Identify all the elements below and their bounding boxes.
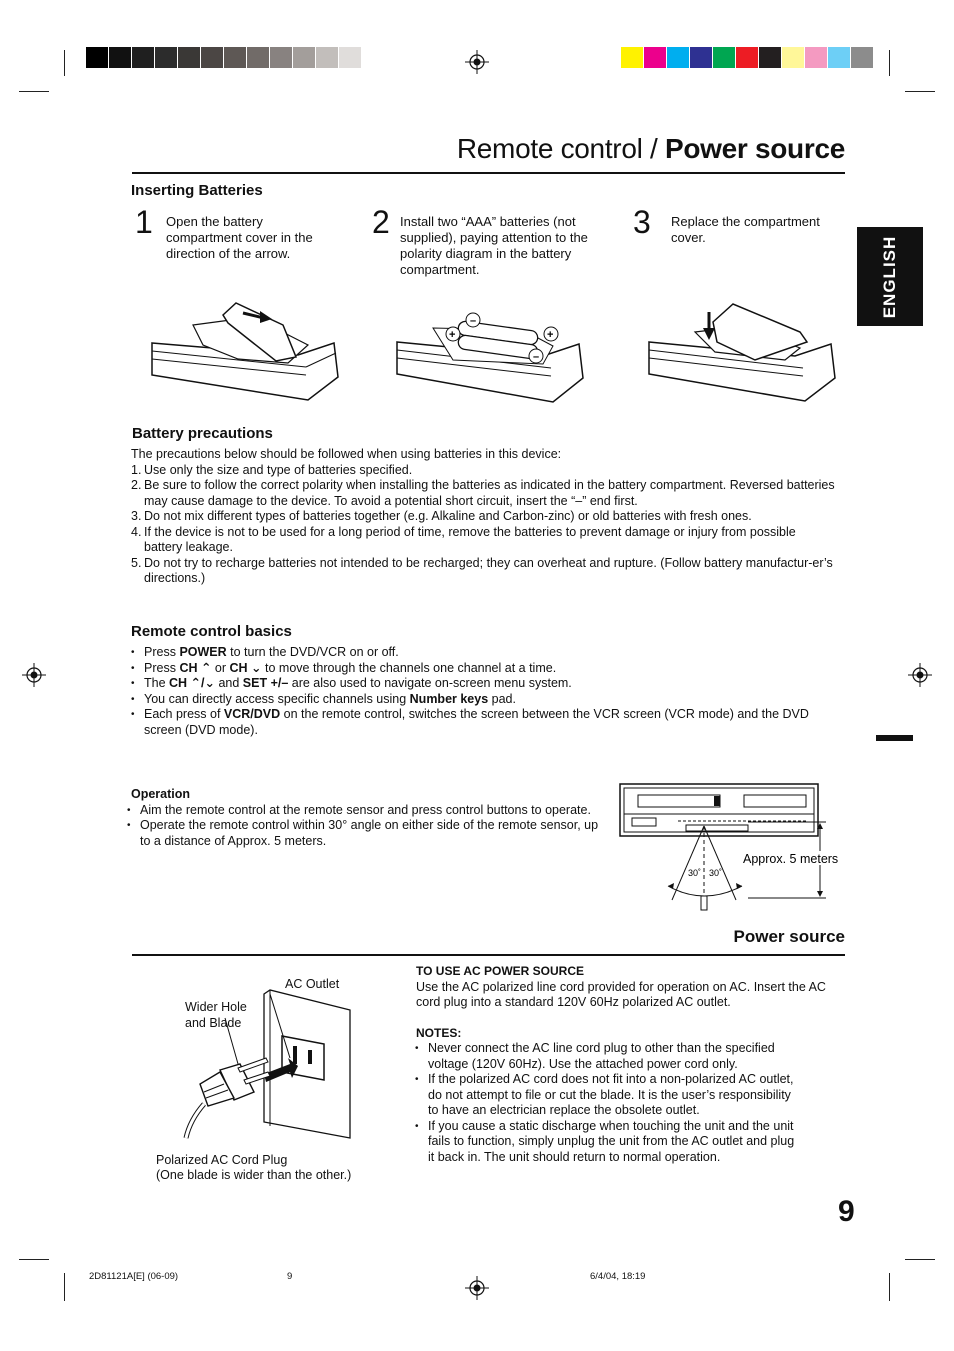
color-swatch [86, 47, 109, 68]
color-swatch [851, 47, 874, 68]
plug-note-label: (One blade is wider than the other.) [156, 1168, 352, 1182]
color-swatch [201, 47, 224, 68]
color-swatch [270, 47, 293, 68]
step-number: 2 [372, 204, 390, 240]
crop-mark [905, 91, 935, 92]
list-item: • You can directly access specific channels using Number keys pad. [144, 692, 836, 708]
svg-text:–: – [470, 315, 477, 327]
wider-hole-label: Wider Hole and Blade [185, 1000, 247, 1030]
title-rule [132, 172, 845, 174]
list-item: • If the polarized AC cord does not fit into a non-polarized AC outlet, do not attempt to file or cut the blade. It is the user’s responsibility to have an electrician replace the obsolete outlet. [428, 1072, 798, 1119]
language-tab: ENGLISH [857, 227, 923, 326]
step-text: Install two “AAA” batteries (not supplied), paying attention to the polarity diagram in the battery compartment. [400, 214, 588, 277]
color-swatch [109, 47, 132, 68]
color-swatch [690, 47, 713, 68]
operation-heading: Operation [131, 787, 191, 801]
plug-label: Polarized AC Cord Plug [156, 1153, 288, 1167]
registration-mark-icon [22, 663, 46, 687]
list-item: • If you cause a static discharge when touching the unit and the unit fails to function, simply unplug the unit from the AC outlet and plug it back in. The unit should return to normal operation. [428, 1119, 798, 1166]
crop-mark [19, 1259, 49, 1260]
crop-mark [889, 1273, 890, 1301]
use-ac-heading: TO USE AC POWER SOURCE [416, 964, 585, 978]
distance-label: Approx. 5 meters [743, 852, 839, 866]
operation-block [131, 787, 611, 849]
remote-basics-body [131, 645, 836, 738]
page-title: Remote control / Power source [456, 133, 845, 164]
ac-outlet-label: AC Outlet [285, 977, 340, 991]
inserting-batteries-heading: Inserting Batteries [131, 182, 263, 199]
battery-precautions-body [131, 447, 836, 587]
color-swatch [759, 47, 782, 68]
power-source-heading: Power source [733, 927, 845, 946]
crop-mark [64, 50, 65, 76]
color-swatch [293, 47, 316, 68]
remote-close-cover-illustration [645, 298, 840, 410]
color-swatch [224, 47, 247, 68]
ac-plug-outlet-illustration [180, 988, 355, 1148]
step-text: Open the battery compartment cover in the direction of the arrow. [166, 214, 313, 261]
remote-basics-heading: Remote control basics [131, 623, 292, 640]
footer-date: 6/4/04, 18:19 [590, 1271, 646, 1282]
section-marker [876, 735, 913, 741]
precautions-list [131, 463, 836, 587]
color-swatch [362, 47, 385, 68]
remote-batteries-illustration [393, 308, 588, 410]
list-item: 4. If the device is not to be used for a long period of time, remove the batteries to prevent damage or injury from possible battery leakage. [131, 524, 796, 554]
color-swatch [667, 47, 690, 68]
color-swatch [155, 47, 178, 68]
color-bar [621, 47, 874, 68]
color-swatch [247, 47, 270, 68]
footer-code: 2D81121A[E] (06-09) [89, 1271, 179, 1282]
list-item: 3. Do not mix different types of batteries together (e.g. Alkaline and Carbon-zinc) or old batteries with fresh ones. [131, 509, 752, 523]
angle-label: 30˚ [688, 868, 702, 878]
angle-label: 30˚ [709, 868, 723, 878]
color-swatch [828, 47, 851, 68]
list-item: • Each press of VCR/DVD on the remote control, switches the screen between the VCR screen (VCR mode) and the DVD screen (DVD mode). [144, 707, 836, 738]
color-swatch [339, 47, 362, 68]
color-swatch [713, 47, 736, 68]
svg-text:–: – [533, 351, 540, 363]
ac-power-instructions [416, 964, 844, 1165]
crop-mark [889, 50, 890, 76]
list-item: • Press CH ⌃ or CH ⌄ to move through the channels one channel at a time. [144, 661, 836, 677]
crop-mark [19, 91, 49, 92]
color-swatch [805, 47, 828, 68]
color-swatch [316, 47, 339, 68]
page-number: 9 [838, 1195, 855, 1228]
registration-mark-icon [908, 663, 932, 687]
color-swatch [132, 47, 155, 68]
list-item: 2. Be sure to follow the correct polarity when installing the batteries as indicated in the battery compartment. Reversed batteries may cause damage to the device. To avoid a potential short circuit, insert the “–” end first. [131, 478, 835, 508]
list-item: 1. Use only the size and type of batteries specified. [131, 462, 413, 477]
step-text: Replace the compartment cover. [671, 214, 820, 245]
color-swatch [736, 47, 759, 68]
list-item: • Aim the remote control at the remote sensor and press control buttons to operate. [140, 803, 611, 819]
registration-mark-icon [465, 1276, 489, 1300]
operation-list [131, 803, 611, 850]
color-swatch [178, 47, 201, 68]
svg-text:+: + [547, 329, 554, 341]
svg-text:+: + [449, 329, 456, 341]
use-ac-text: Use the AC polarized line cord provided for operation on AC. Insert the AC cord plug into a standard 120V 60Hz polarized AC outlet. [416, 979, 826, 1009]
remote-open-cover-illustration [148, 295, 343, 407]
crop-mark [64, 1273, 65, 1301]
list-item: • Never connect the AC line cord plug to other than the specified voltage (120V 60Hz). Use the attached power cord only. [428, 1041, 798, 1072]
battery-precautions-heading: Battery precautions [132, 425, 273, 442]
precautions-intro: The precautions below should be followed when using batteries in this device: [131, 447, 562, 461]
list-item: • Operate the remote control within 30° angle on either side of the remote sensor, up to a distance of Approx. 5 meters. [140, 818, 611, 849]
step-number: 3 [633, 204, 651, 240]
color-swatch [644, 47, 667, 68]
step-number: 1 [135, 204, 153, 240]
remote-sensor-range-diagram [618, 780, 848, 915]
power-rule [132, 954, 845, 956]
color-swatch [621, 47, 644, 68]
crop-mark [905, 1259, 935, 1260]
list-item: 5. Do not try to recharge batteries not intended to be recharged; they can overheat and rupture. (Follow battery manufactur-er’s directions.) [131, 555, 833, 585]
notes-heading: NOTES: [416, 1025, 462, 1040]
list-item: • Press POWER to turn the DVD/VCR on or off. [144, 645, 836, 661]
footer-page: 9 [287, 1271, 293, 1282]
list-item: • The CH ⌃/⌄ and SET +/– are also used to navigate on-screen menu system. [144, 676, 836, 692]
basics-list [131, 645, 836, 738]
grayscale-bar [86, 47, 385, 68]
registration-mark-icon [465, 50, 489, 74]
color-swatch [782, 47, 805, 68]
notes-list [416, 1041, 798, 1165]
